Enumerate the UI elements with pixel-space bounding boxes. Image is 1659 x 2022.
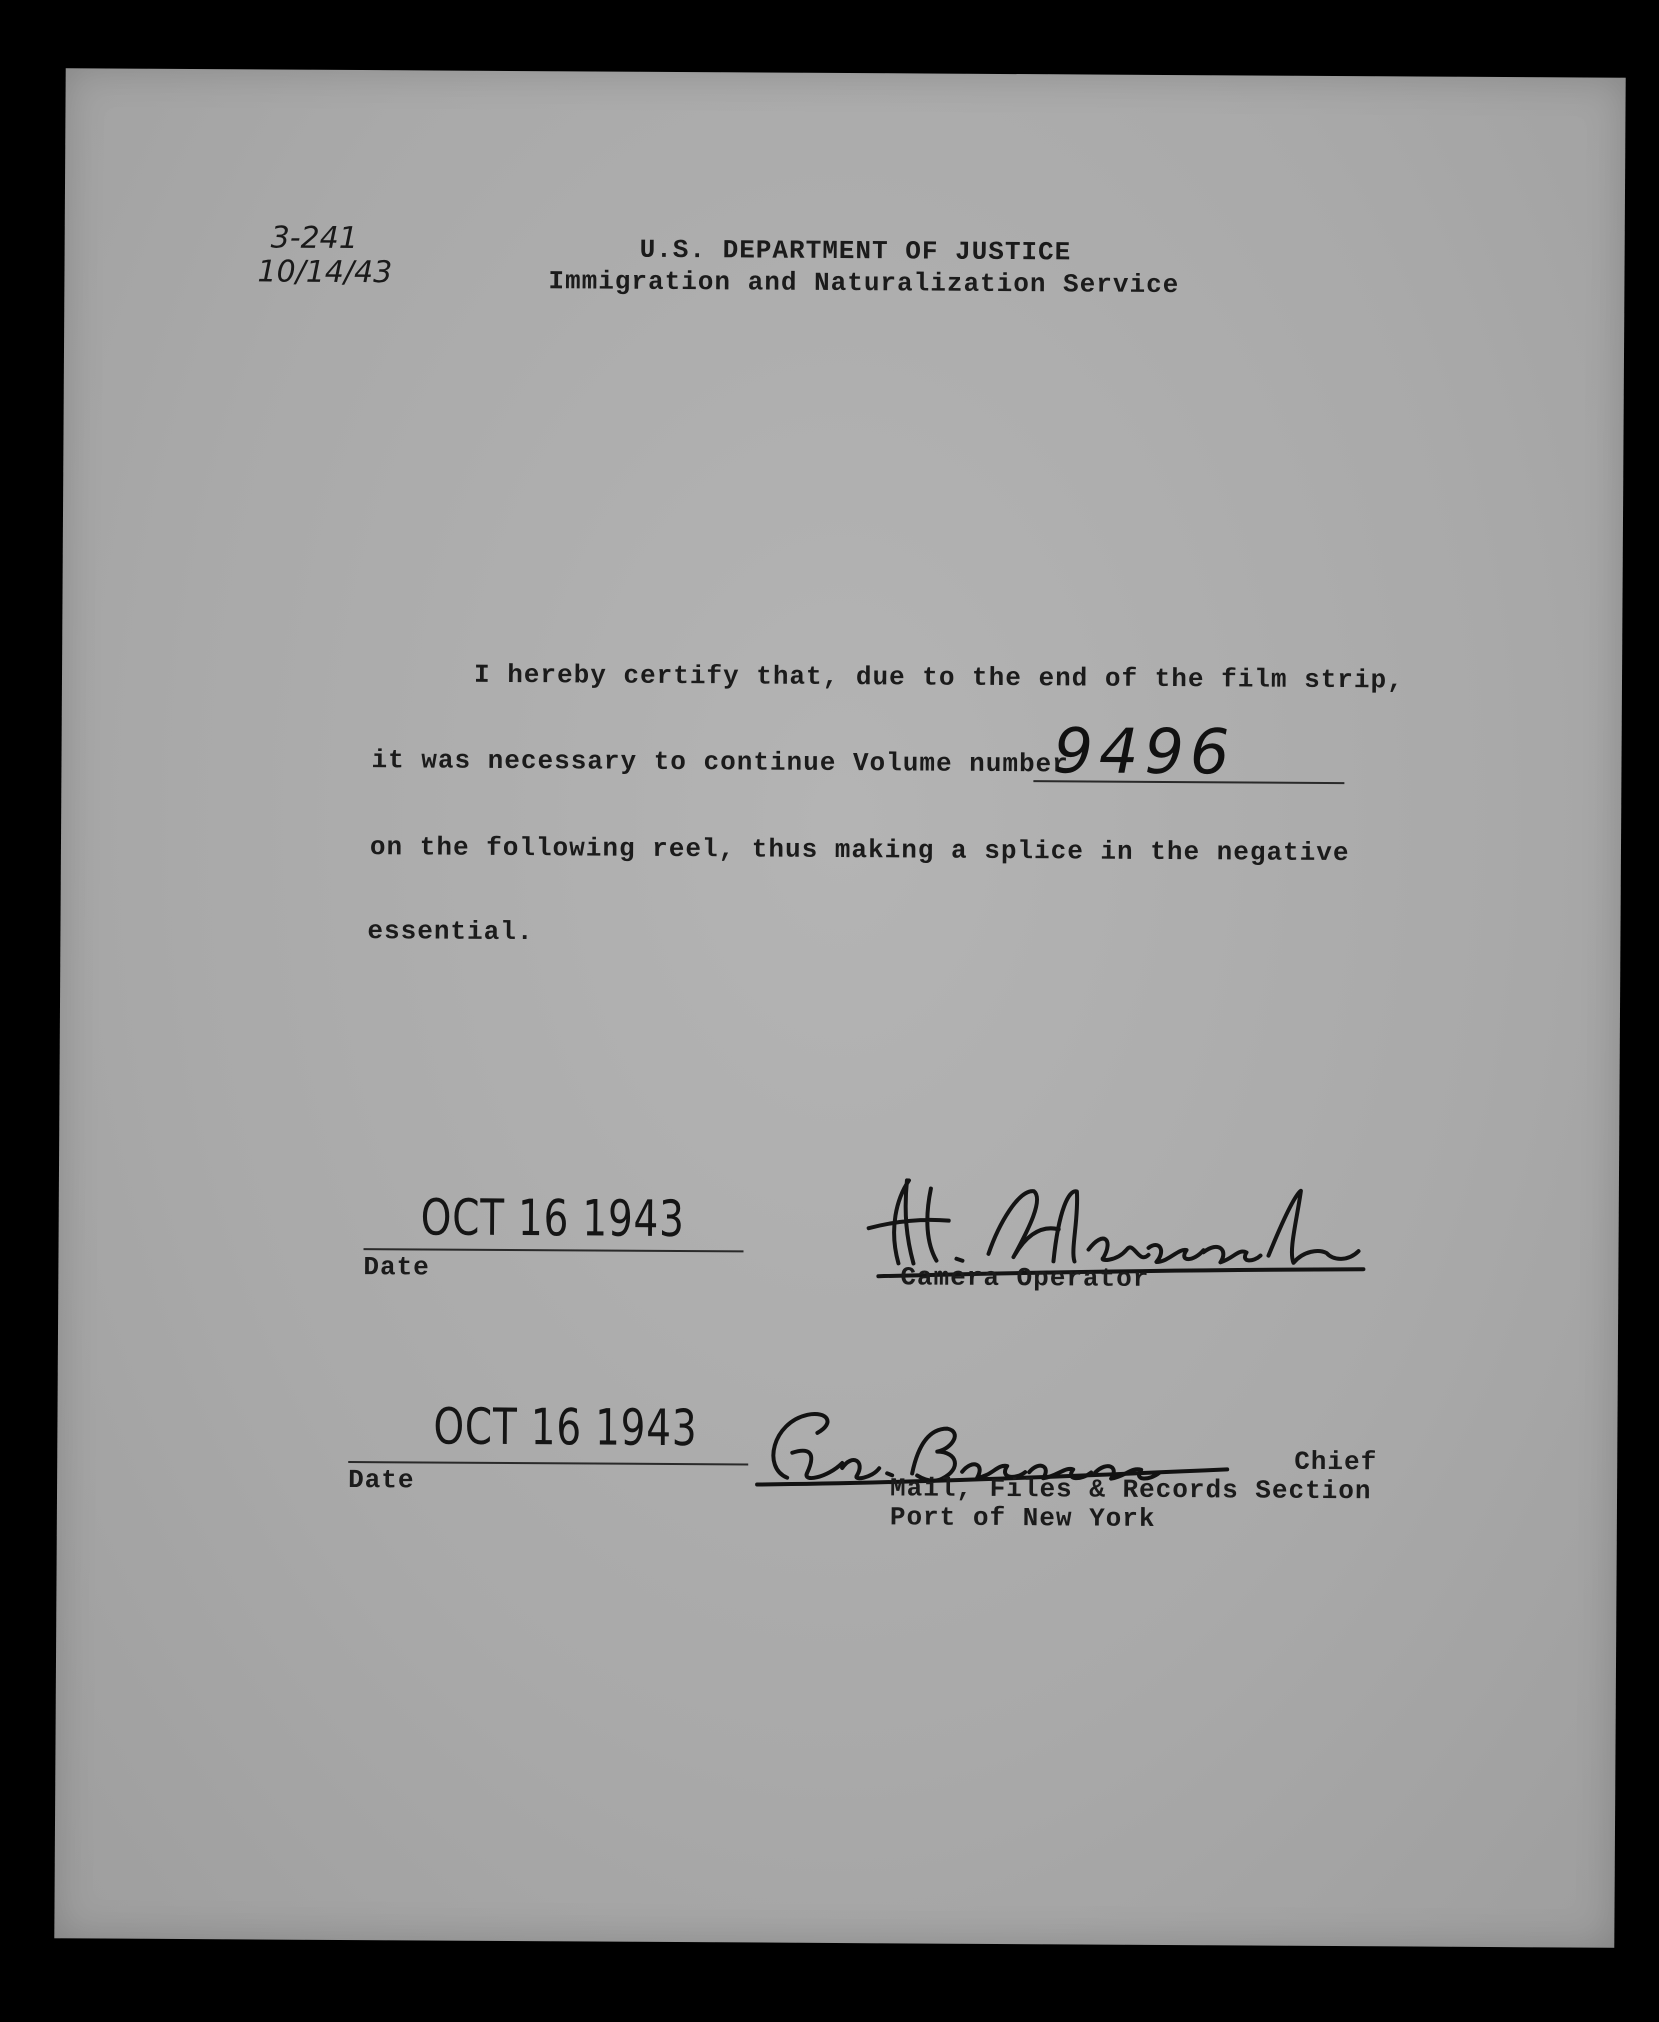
chief-date-stamp: OCT 16 1943 [433,1397,698,1458]
certification-line-3: on the following reel, thus making a splice in the negative [369,832,1350,869]
chief-title: Chief [1294,1446,1378,1478]
camera-operator-title: Camera Operator [900,1262,1150,1294]
document-page [54,68,1625,1947]
form-date: 10/14/43 [257,254,393,291]
form-number: 3-241 [270,220,358,257]
certification-line-1: I hereby certify that, due to the end of the film strip, [473,659,1404,696]
operator-date-label: Date [363,1252,430,1283]
certification-line-4: essential. [367,916,534,948]
service-heading: Immigration and Naturalization Service [548,266,1180,301]
chief-port: Port of New York [889,1502,1156,1534]
certification-line-2: it was necessary to continue Volume number [371,745,1069,780]
chief-section: Mail, Files & Records Section [889,1473,1372,1507]
volume-number: 9496 [1053,714,1236,789]
department-heading: U.S. DEPARTMENT OF JUSTICE [639,234,1072,268]
operator-date-stamp: OCT 16 1943 [420,1188,685,1249]
chief-date-label: Date [348,1465,415,1496]
